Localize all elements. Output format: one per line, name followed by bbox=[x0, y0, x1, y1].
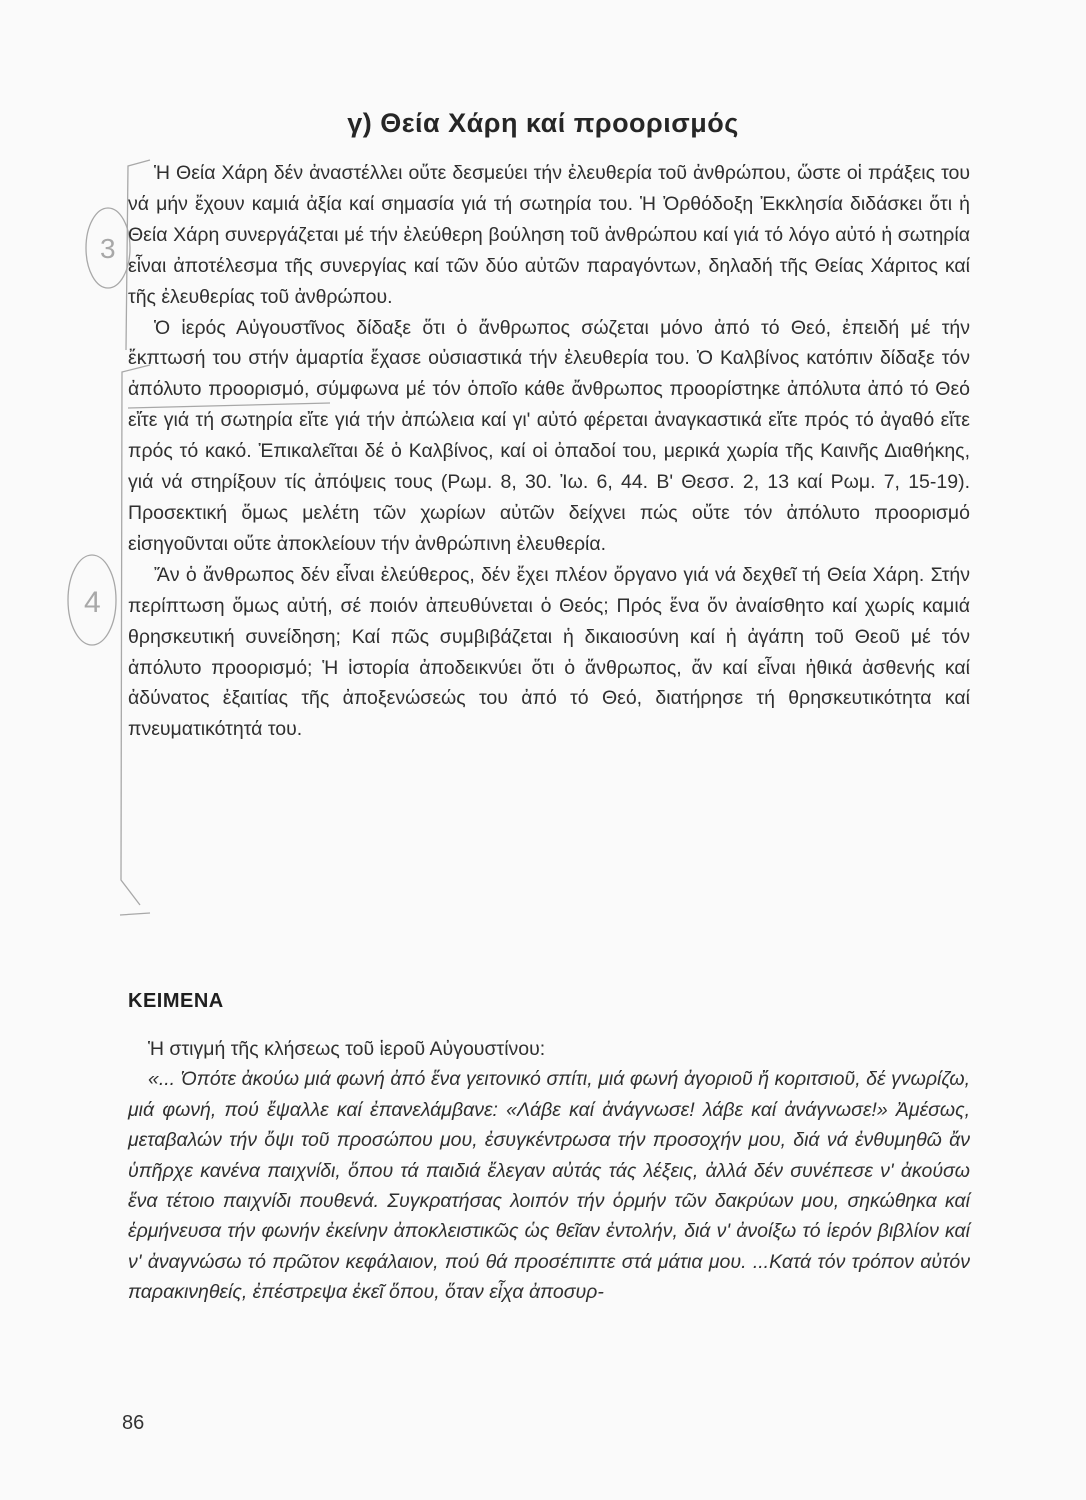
body-text bbox=[128, 158, 970, 745]
paragraph-3: Ἄν ὁ ἄνθρωπος δέν εἶναι ἐλεύθερος, δέν ἔχει πλέον ὄργανο γιά νά δεχθεῖ τή Θεία Χάρη. Στήν περίπτωση ὅμως αὐτή, σέ ποιόν ἀπευθύνεται ὁ Θεός; Πρός ἕνα ὄν ἀναίσθητο καί χωρίς καμιά θρησκευτική συνείδηση; Καί πῶς συμβιβάζεται ἡ δικαιοσύνη καί ἡ ἀγάπη τοῦ Θεοῦ μέ τόν ἀπόλυτο προορισμό; Ἡ ἱστορία ἀποδεικνύει ὅτι ὁ ἄνθρωπος, ἄν καί εἶναι ἠθικά ἀσθενής καί ἀδύνατος ἐξαιτίας τῆς ἀποξενώσεώς του ἀπό τό Θεό, διατήρησε τή θρησκευτικότητα καί πνευματικότητά του. bbox=[128, 563, 970, 741]
texts-intro: Ἡ στιγμή τῆς κλήσεως τοῦ ἱεροῦ Αὐγουστίνου: bbox=[148, 1038, 546, 1060]
texts-heading: ΚΕΙΜΕΝΑ bbox=[128, 990, 224, 1012]
margin-note-4: 4 bbox=[84, 586, 101, 619]
texts-quote: «... Ὁπότε ἀκούω μιά φωνή ἀπό ἕνα γειτονικό σπίτι, μιά φωνή ἀγοριοῦ ἤ κοριτσιοῦ, δέ γνωρίζω, μιά φωνή, πού ἔψαλλε καί ἐπανελάμβανε: «Λάβε καί ἀνάγνωσε! λάβε καί ἀνάγνωσε!» Ἀμέσως, μεταβαλών τήν ὄψι τοῦ προσώπου μου, ἐσυγκέντρωσα τήν προσοχήν μου, διά νά ἐνθυμηθῶ ἄν ὑπῆρχε κανένα παιχνίδι, ὅπου τά παιδιά ἔλεγαν αὐτάς τάς λέξεις, ἀλλά δέν συνέπεσε ν' ἀκούσω ἕνα τέτοιο παιχνίδι πουθενά. Συγκρατήσας λοιπόν τήν ὁρμήν τῶν δακρύων μου, σηκώθηκα καί ἑρμήνευσα τήν φωνήν ἐκείνην ἀποκλειστικῶς ὡς θεῖαν ἐντολήν, διά ν' ἀνοίξω τό ἱερόν βιβλίον καί ν' ἀναγνώσω τό πρῶτον κεφάλαιον, πού θά προσέπιπτε στά μάτια μου. ...Κατά τόν τρόπον αὐτόν παρακινηθείς, ἐπέστρεψα ἐκεῖ ὅπου, ὅταν εἶχα ἀποσυρ- bbox=[128, 1068, 970, 1304]
margin-note-3: 3 bbox=[100, 233, 116, 264]
margin-tick bbox=[120, 913, 150, 915]
paragraph-2: Ὁ ἱερός Αὐγουστῖνος δίδαξε ὅτι ὁ ἄνθρωπος σώζεται μόνο ἀπό τό Θεό, ἐπειδή μέ τήν ἔκπτωσή του στήν ἁμαρτία ἔχασε οὐσιαστικά τήν ἐλευθερία του. Ὁ Καλβίνος κατόπιν δίδαξε τόν ἀπόλυτο προορισμό, σύμφωνα μέ τόν ὁποῖο κάθε ἄνθρωπος προορίστηκε ἀπόλυτα ἀπό τό Θεό εἴτε γιά τή σωτηρία εἴτε γιά τήν ἀπώλεια καί γι' αὐτό φέρεται ἀναγκαστικά εἴτε πρός τό ἀγαθό εἴτε πρός τό κακό. Ἐπικαλεῖται δέ ὁ Καλβίνος, καί οἱ ὀπαδοί του, μερικά χωρία τῆς Καινῆς Διαθήκης, γιά νά στηρίξουν τίς ἀπόψεις τους (Ρωμ. 8, 30. Ἰω. 6, 44. Β' Θεσσ. 2, 13 καί Ρωμ. 7, 15-19). Προσεκτική ὅμως μελέτη τῶν χωρίων αὐτῶν δείχνει πώς οὔτε τόν ἀπόλυτο προορισμό εἰσηγοῦνται οὔτε ἀποκλείουν τήν ἀνθρώπινη ἐλευθερία. bbox=[128, 316, 970, 555]
circle-note-4 bbox=[68, 555, 116, 645]
circle-note-3 bbox=[86, 208, 130, 288]
section-title: γ) Θεία Χάρη καί προορισμός bbox=[347, 108, 739, 138]
page-number: 86 bbox=[122, 1412, 145, 1434]
texts-section bbox=[128, 1034, 970, 1308]
paragraph-1: Ἡ Θεία Χάρη δέν ἀναστέλλει οὔτε δεσμεύει τήν ἐλευθερία τοῦ ἀνθρώπου, ὥστε οἱ πράξεις του νά μήν ἔχουν καμιά ἀξία καί σημασία γιά τή σωτηρία του. Ἡ Ὀρθόδοξη Ἐκκλησία διδάσκει ὅτι ἡ Θεία Χάρη συνεργάζεται μέ τήν ἐλεύθερη βούληση τοῦ ἀνθρώπου καί γιά τό λόγο αὐτό ἡ σωτηρία εἶναι ἀποτέλεσμα τῆς συνεργίας καί τῶν δύο αὐτῶν παραγόντων, δηλαδή τῆς Θείας Χάριτος καί τῆς ἐλευθερίας τοῦ ἀνθρώπου. bbox=[128, 162, 970, 308]
